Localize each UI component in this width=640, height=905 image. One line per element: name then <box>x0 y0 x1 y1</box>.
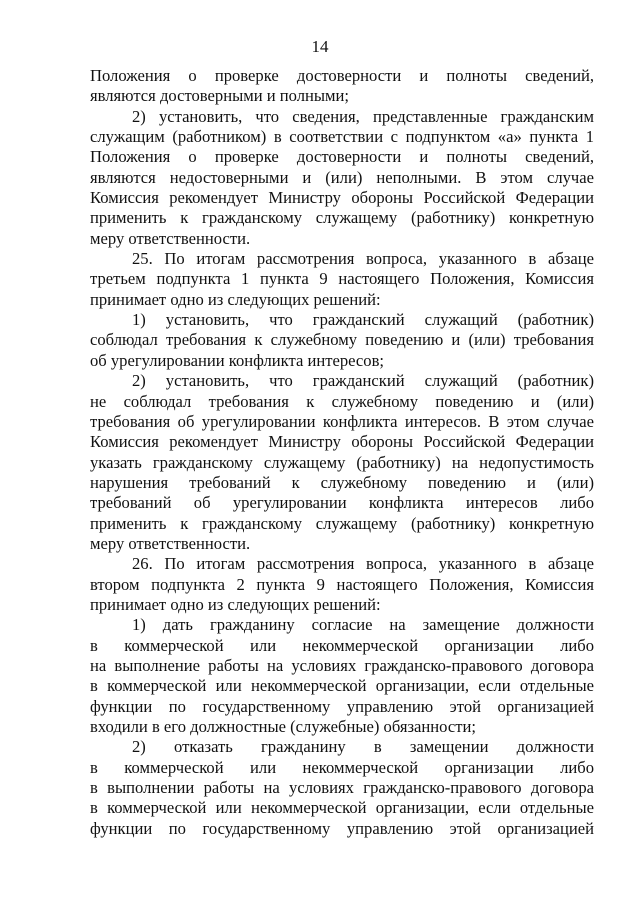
text-line: в коммерческой или некоммерческой организации, если отдельные <box>90 676 594 696</box>
text-line: 2) установить, что гражданский служащий (работник) <box>132 371 594 391</box>
page-number: 14 <box>311 37 329 56</box>
text-line: служащим (работником) в соответствии с подпунктом «а» пункта 1 <box>90 127 594 147</box>
text-line: на выполнение работы на условиях гражданско-правового договора <box>90 655 594 675</box>
text-line: в коммерческой или некоммерческой организации либо <box>90 757 594 777</box>
text-line: в коммерческой или некоммерческой организации, если отдельные <box>90 798 594 818</box>
text-line: меру ответственности. <box>90 533 251 553</box>
text-line: Положения о проверке достоверности и полноты сведений, <box>90 66 594 85</box>
text-line: указать гражданскому служащему (работнику) на недопустимость <box>90 452 594 472</box>
text-line: в выполнении работы на условиях гражданско-правового договора <box>90 778 594 798</box>
text-line: не соблюдал требования к служебному поведению и (или) <box>90 391 594 411</box>
document-body <box>90 66 594 839</box>
text-line: являются недостоверными и (или) неполными. В этом случае <box>90 167 594 187</box>
text-line: входили в его должностные (служебные) обязанности; <box>90 717 476 736</box>
text-line: принимает одно из следующих решений: <box>90 594 381 614</box>
text-line: применить к гражданскому служащему (работнику) конкретную <box>90 513 594 533</box>
text-line: меру ответственности. <box>90 228 251 248</box>
text-line: функции по государственному управлению этой организацией <box>90 696 594 716</box>
text-line: 1) дать гражданину согласие на замещение должности <box>132 615 594 635</box>
text-line: применить к гражданскому служащему (работнику) конкретную <box>90 208 594 228</box>
text-line: 2) установить, что сведения, представленные гражданским <box>132 106 594 126</box>
text-line: принимает одно из следующих решений: <box>90 289 381 309</box>
text-line: требования об урегулировании конфликта интересов. В этом случае <box>90 411 594 431</box>
text-line: третьем подпункта 1 пункта 9 настоящего Положения, Комиссия <box>90 269 594 289</box>
text-line: втором подпункта 2 пункта 9 настоящего Положения, Комиссия <box>90 574 594 594</box>
text-line: об урегулировании конфликта интересов; <box>90 350 385 370</box>
text-line: 26. По итогам рассмотрения вопроса, указанного в абзаце <box>132 554 594 574</box>
text-line: функции по государственному управлению этой организацией <box>90 818 594 838</box>
text-line: Комиссия рекомендует Министру обороны Российской Федерации <box>90 432 594 452</box>
text-line: требований об урегулировании конфликта интересов либо <box>90 493 594 513</box>
text-line: являются достоверными и полными; <box>90 86 350 106</box>
text-line: в коммерческой или некоммерческой организации либо <box>90 635 594 655</box>
text-line: 2) отказать гражданину в замещении должности <box>132 737 594 757</box>
text-line: Комиссия рекомендует Министру обороны Российской Федерации <box>90 188 594 208</box>
text-line: 25. По итогам рассмотрения вопроса, указанного в абзаце <box>132 249 594 269</box>
text-line: Положения о проверке достоверности и полноты сведений, <box>90 147 594 167</box>
text-line: 1) установить, что гражданский служащий (работник) <box>132 310 594 330</box>
text-line: нарушения требований к служебному поведению и (или) <box>90 472 594 492</box>
text-line: соблюдал требования к служебному поведению и (или) требования <box>90 330 594 350</box>
